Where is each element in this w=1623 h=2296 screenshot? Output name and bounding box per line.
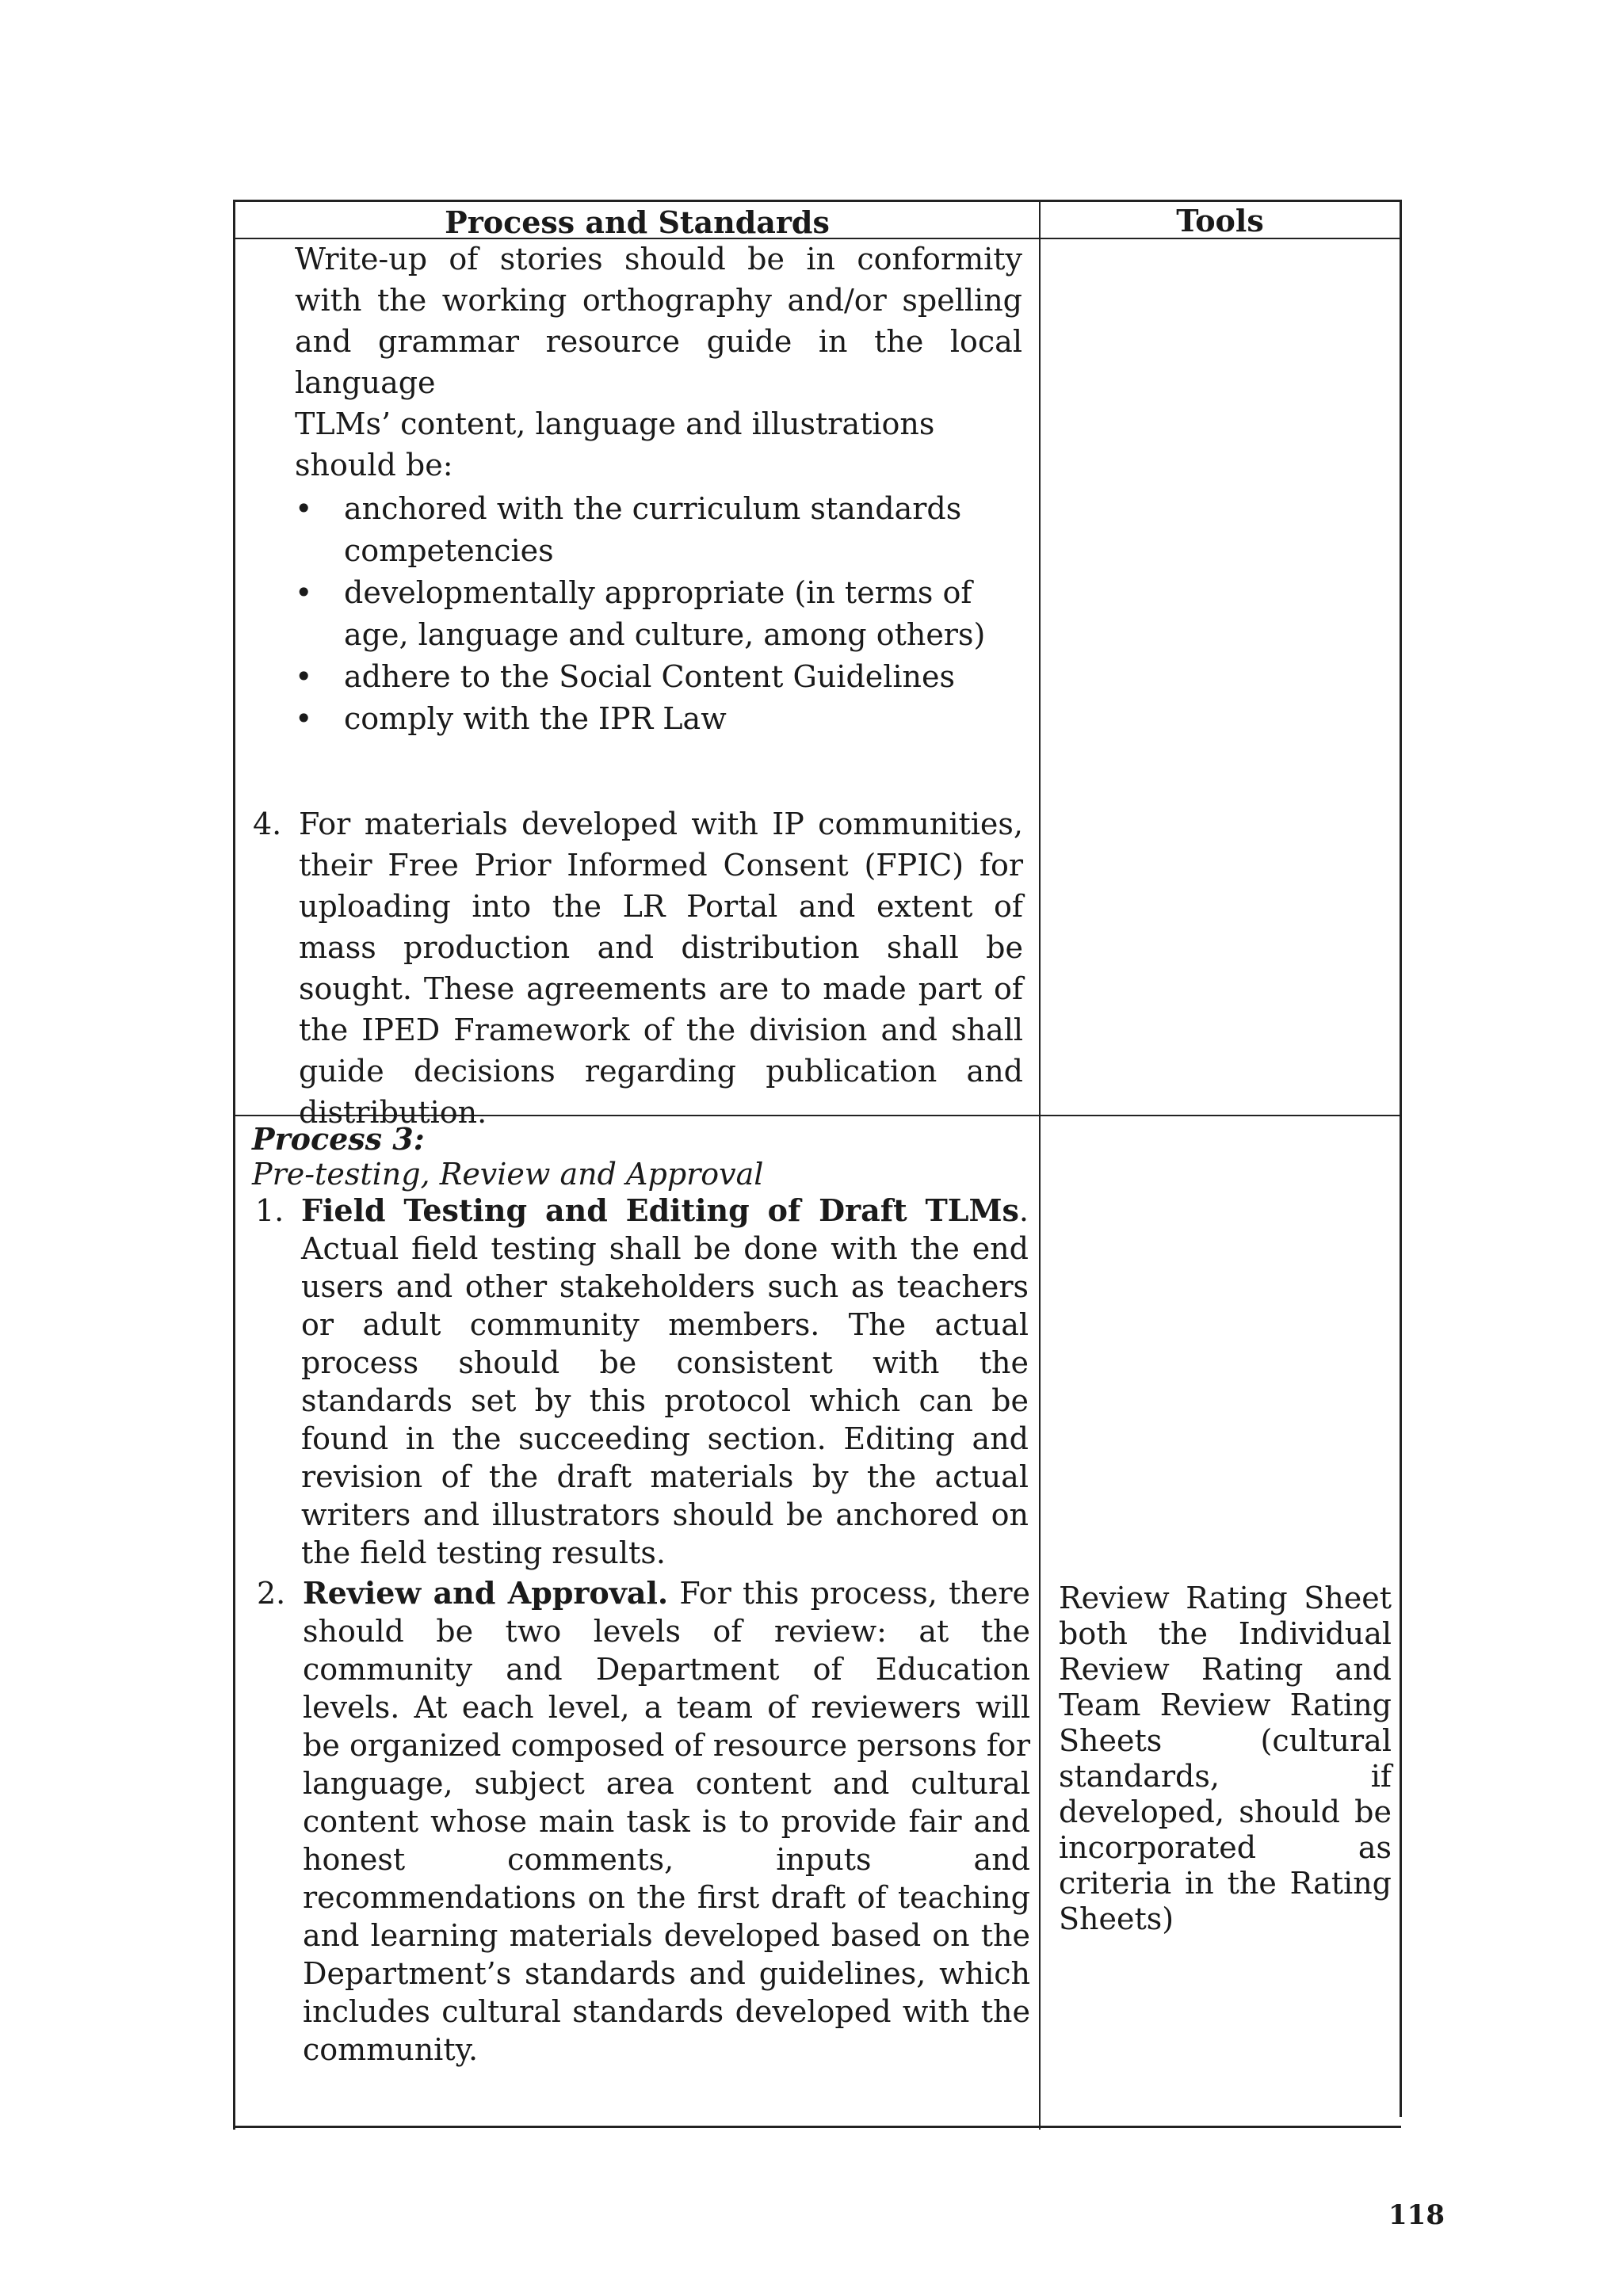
table-border-right [1400, 200, 1402, 2117]
table-border-top [233, 200, 1401, 202]
table-border-bottom [233, 2126, 1401, 2128]
item-number: 1. [255, 1193, 285, 1228]
table-column-divider [1039, 200, 1041, 2130]
numbered-item-4 [253, 803, 1023, 1133]
tlms-criteria-list [295, 488, 1022, 740]
list-item: • anchored with the curriculum standards competencies [295, 488, 1022, 572]
bullet-icon: • [295, 701, 313, 736]
process-subtitle: Pre-testing, Review and Approval [252, 1157, 764, 1192]
item-number: 4. [253, 807, 282, 841]
table-border-left [233, 200, 235, 2130]
list-item: • adhere to the Social Content Guidelines [295, 656, 1022, 698]
item-number: 2. [257, 1576, 286, 1611]
item-text: . Actual field testing shall be done with the end users and other stakeholders such as teachers or adult community members. The actual process should be consistent with the standards set by this protocol which can be found in the succeeding section. Editing and revision of the draft materials by the actual writers and illustrators should be anchored on the field testing results. [301, 1193, 1029, 1570]
list-item: • developmentally appropriate (in terms of age, language and culture, among others) [295, 572, 1022, 656]
item-heading: Field Testing and Editing of Draft TLMs [301, 1192, 1019, 1228]
tlms-intro-paragraph: TLMs’ content, language and illustrations should be: [295, 406, 935, 482]
bullet-icon: • [295, 491, 313, 526]
page-number: 118 [1388, 2199, 1445, 2231]
writeup-paragraph: Write-up of stories should be in conformity with the working orthography and/or spelling and grammar resource guide in the local language [295, 242, 1022, 400]
column-header-tools: Tools [1176, 203, 1264, 238]
column-header-process: Process and Standards [445, 204, 830, 240]
bullet-icon: • [295, 575, 313, 610]
item-text: For materials developed with IP communities, their Free Prior Informed Consent (FPIC) for uploading into the LR Portal and extent of mass production and distribution shall be sought. These agreements are to made part of the IPED Framework of the division and shall guide decisions regarding publication and distribution. [299, 807, 1023, 1130]
numbered-item-2 [257, 1574, 1030, 2069]
process-title: Process 3: [252, 1121, 425, 1157]
list-item: • comply with the IPR Law [295, 698, 1022, 740]
item-text: For this process, there should be two levels of review: at the community and Department of Education levels. At each level, a team of reviewers will be organized composed of resource persons for language, subject area content and cultural content whose main task is to provide fair and honest comments, inputs and recommendations on the first draft of teaching and learning materials developed based on the Department’s standards and guidelines, which includes cultural standards developed with the community. [303, 1576, 1030, 2067]
tools-review-rating-sheet: Review Rating Sheet both the Individual Review Rating and Team Review Rating Sheets (cultural standards, if developed, should be incorporated as criteria in the Rating Sheets) [1059, 1581, 1392, 1936]
item-heading: Review and Approval. [303, 1575, 669, 1611]
bullet-icon: • [295, 659, 313, 694]
numbered-item-1 [255, 1192, 1029, 1572]
